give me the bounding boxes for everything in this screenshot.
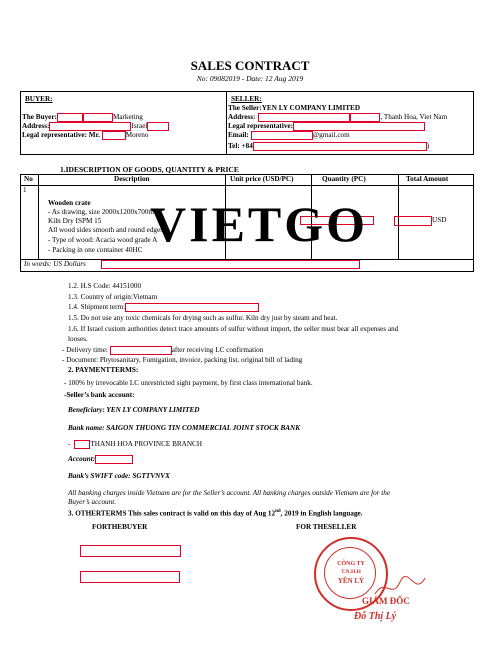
redaction (110, 346, 172, 355)
redaction (74, 440, 90, 449)
seller-address-row: Address: , Thanh Hoa, Viet Nam (228, 113, 448, 122)
seller-email-row: Email: @gmail.com (228, 131, 350, 140)
bank-name: Bank name: SAIGON THUONG TIN COMMERCIAL JOINT STOCK BANK (68, 424, 301, 432)
packing-term: 1.5. Do not use any toxic chemicals for drying such as sulfur. Kiln dry just by steam and heat. (68, 314, 338, 322)
redaction (101, 260, 360, 269)
col-header-total: Total Amount (406, 175, 449, 183)
col-header-quantity: Quantity (PC) (322, 175, 366, 183)
israel-term-line-1: 1.6. If Israel custom authorities detect trace amounts of sulfur without import, the seller must bear all expenses and (68, 325, 399, 333)
payment-line: - 100% by irrevocable LC unrestricted sight payment, by first class international bank. (64, 379, 313, 387)
redaction (251, 131, 313, 140)
buyer-legal-row: Legal representative: Mr. Moreno (22, 131, 149, 140)
document-title: SALES CONTRACT (190, 58, 310, 73)
watermark: VIETGO (150, 196, 369, 252)
stamp-line: YÊN LÝ (337, 577, 365, 585)
total-currency: USD (432, 216, 447, 224)
redaction (49, 122, 131, 131)
item-line: All wood sides smooth and round edges (48, 226, 163, 234)
director-title: GIÁM ĐỐC (362, 596, 410, 606)
israel-term-line-2: looses. (68, 335, 88, 343)
redaction (80, 545, 181, 557)
signer-name: Đỗ Thị Lý (354, 611, 397, 622)
seller-name-row: The Seller:YEN LY COMPANY LIMITED (228, 104, 361, 112)
redaction (258, 113, 350, 122)
country-of-origin: 1.3. Country of origin:Vietnam (68, 293, 158, 301)
buyer-heading: BUYER: (25, 95, 53, 103)
seller-legal-row: Legal representative: (228, 122, 425, 131)
stamp-line: CÔNG TY (337, 561, 365, 567)
redaction (147, 122, 169, 131)
beneficiary: Beneficiary: YEN LY COMPANY LIMITED (68, 406, 200, 414)
redaction (394, 216, 432, 226)
col-header-no: No (24, 175, 33, 183)
stamp-line: T.N.H.H (341, 569, 361, 575)
bank-charges-line-1: All banking charges inside Vietnam are for the Seller’s account. All banking charges outside Vietnam are for the (68, 489, 391, 497)
parties-divider (226, 92, 227, 154)
documents-term: - Document: Phytosanitary, Fumigation, invoice, packing list, original bill of lading (62, 356, 303, 364)
redaction (253, 142, 427, 151)
col-header-unit-price: Unit price (USD/PC) (230, 175, 294, 183)
item-line: Kiln Dry ISPM 15 (48, 217, 102, 225)
signature-scribble (370, 572, 430, 602)
seller-signature-label: FOR THESELLER (296, 523, 357, 531)
bank-charges-line-2: Buyer’s account. (68, 498, 117, 506)
buyer-name-row: The Buyer: Marketing (22, 113, 143, 122)
item-name: Wooden crate (48, 199, 91, 207)
bank-branch: - THANH HOA PROVINCE BRANCH (68, 440, 203, 449)
seller-heading: SELLER: (231, 95, 262, 103)
contract-number: No: 09082019 - Date: 12 Aug 2019 (196, 74, 304, 83)
item-line: - Packing in one container 40HC (48, 246, 143, 254)
account-row: Account: (68, 455, 133, 464)
section-1-title: 1.IDESCRIPTION OF GOODS, QUANTITY & PRICE (60, 165, 239, 174)
buyer-signature-label: FORTHEBUYER (92, 523, 148, 531)
seller-tel-row: Tel: +84 ) (228, 142, 430, 151)
shipment-term: 1.4. Shipment term: (68, 303, 259, 312)
row-line (21, 185, 473, 186)
hs-code: 1.2. H.S Code: 44151000 (68, 282, 142, 290)
redaction (95, 455, 133, 464)
redaction (102, 131, 126, 140)
col-line (38, 175, 39, 259)
payment-heading: 2. PAYMENTTERMS: (68, 366, 139, 374)
row-number: 1 (23, 186, 27, 194)
delivery-time: - Delivery time: after receiving LC confirmation (62, 346, 264, 355)
redaction (57, 113, 83, 122)
amount-in-words: In words: US Dollars (24, 260, 86, 268)
bank-account-heading: -Seller’s bank account: (64, 391, 135, 399)
redaction (293, 122, 425, 131)
buyer-address-row: Address: Israel (22, 122, 169, 131)
redaction (350, 113, 380, 122)
redaction (125, 303, 259, 312)
col-header-description: Description (114, 175, 150, 183)
swift-code: Bank’s SWIFT code: SGTTVNVX (68, 472, 170, 480)
item-line: - Type of wood: Acacia wood grade A (48, 236, 158, 244)
redaction (83, 113, 113, 122)
redaction (80, 571, 180, 583)
item-line: - As drawing, size 2000x1200x700mm (48, 208, 160, 216)
other-terms: 3. OTHERTERMS This sales contract is valid on this day of Aug 12nd, 2019 in English language. (68, 509, 363, 518)
